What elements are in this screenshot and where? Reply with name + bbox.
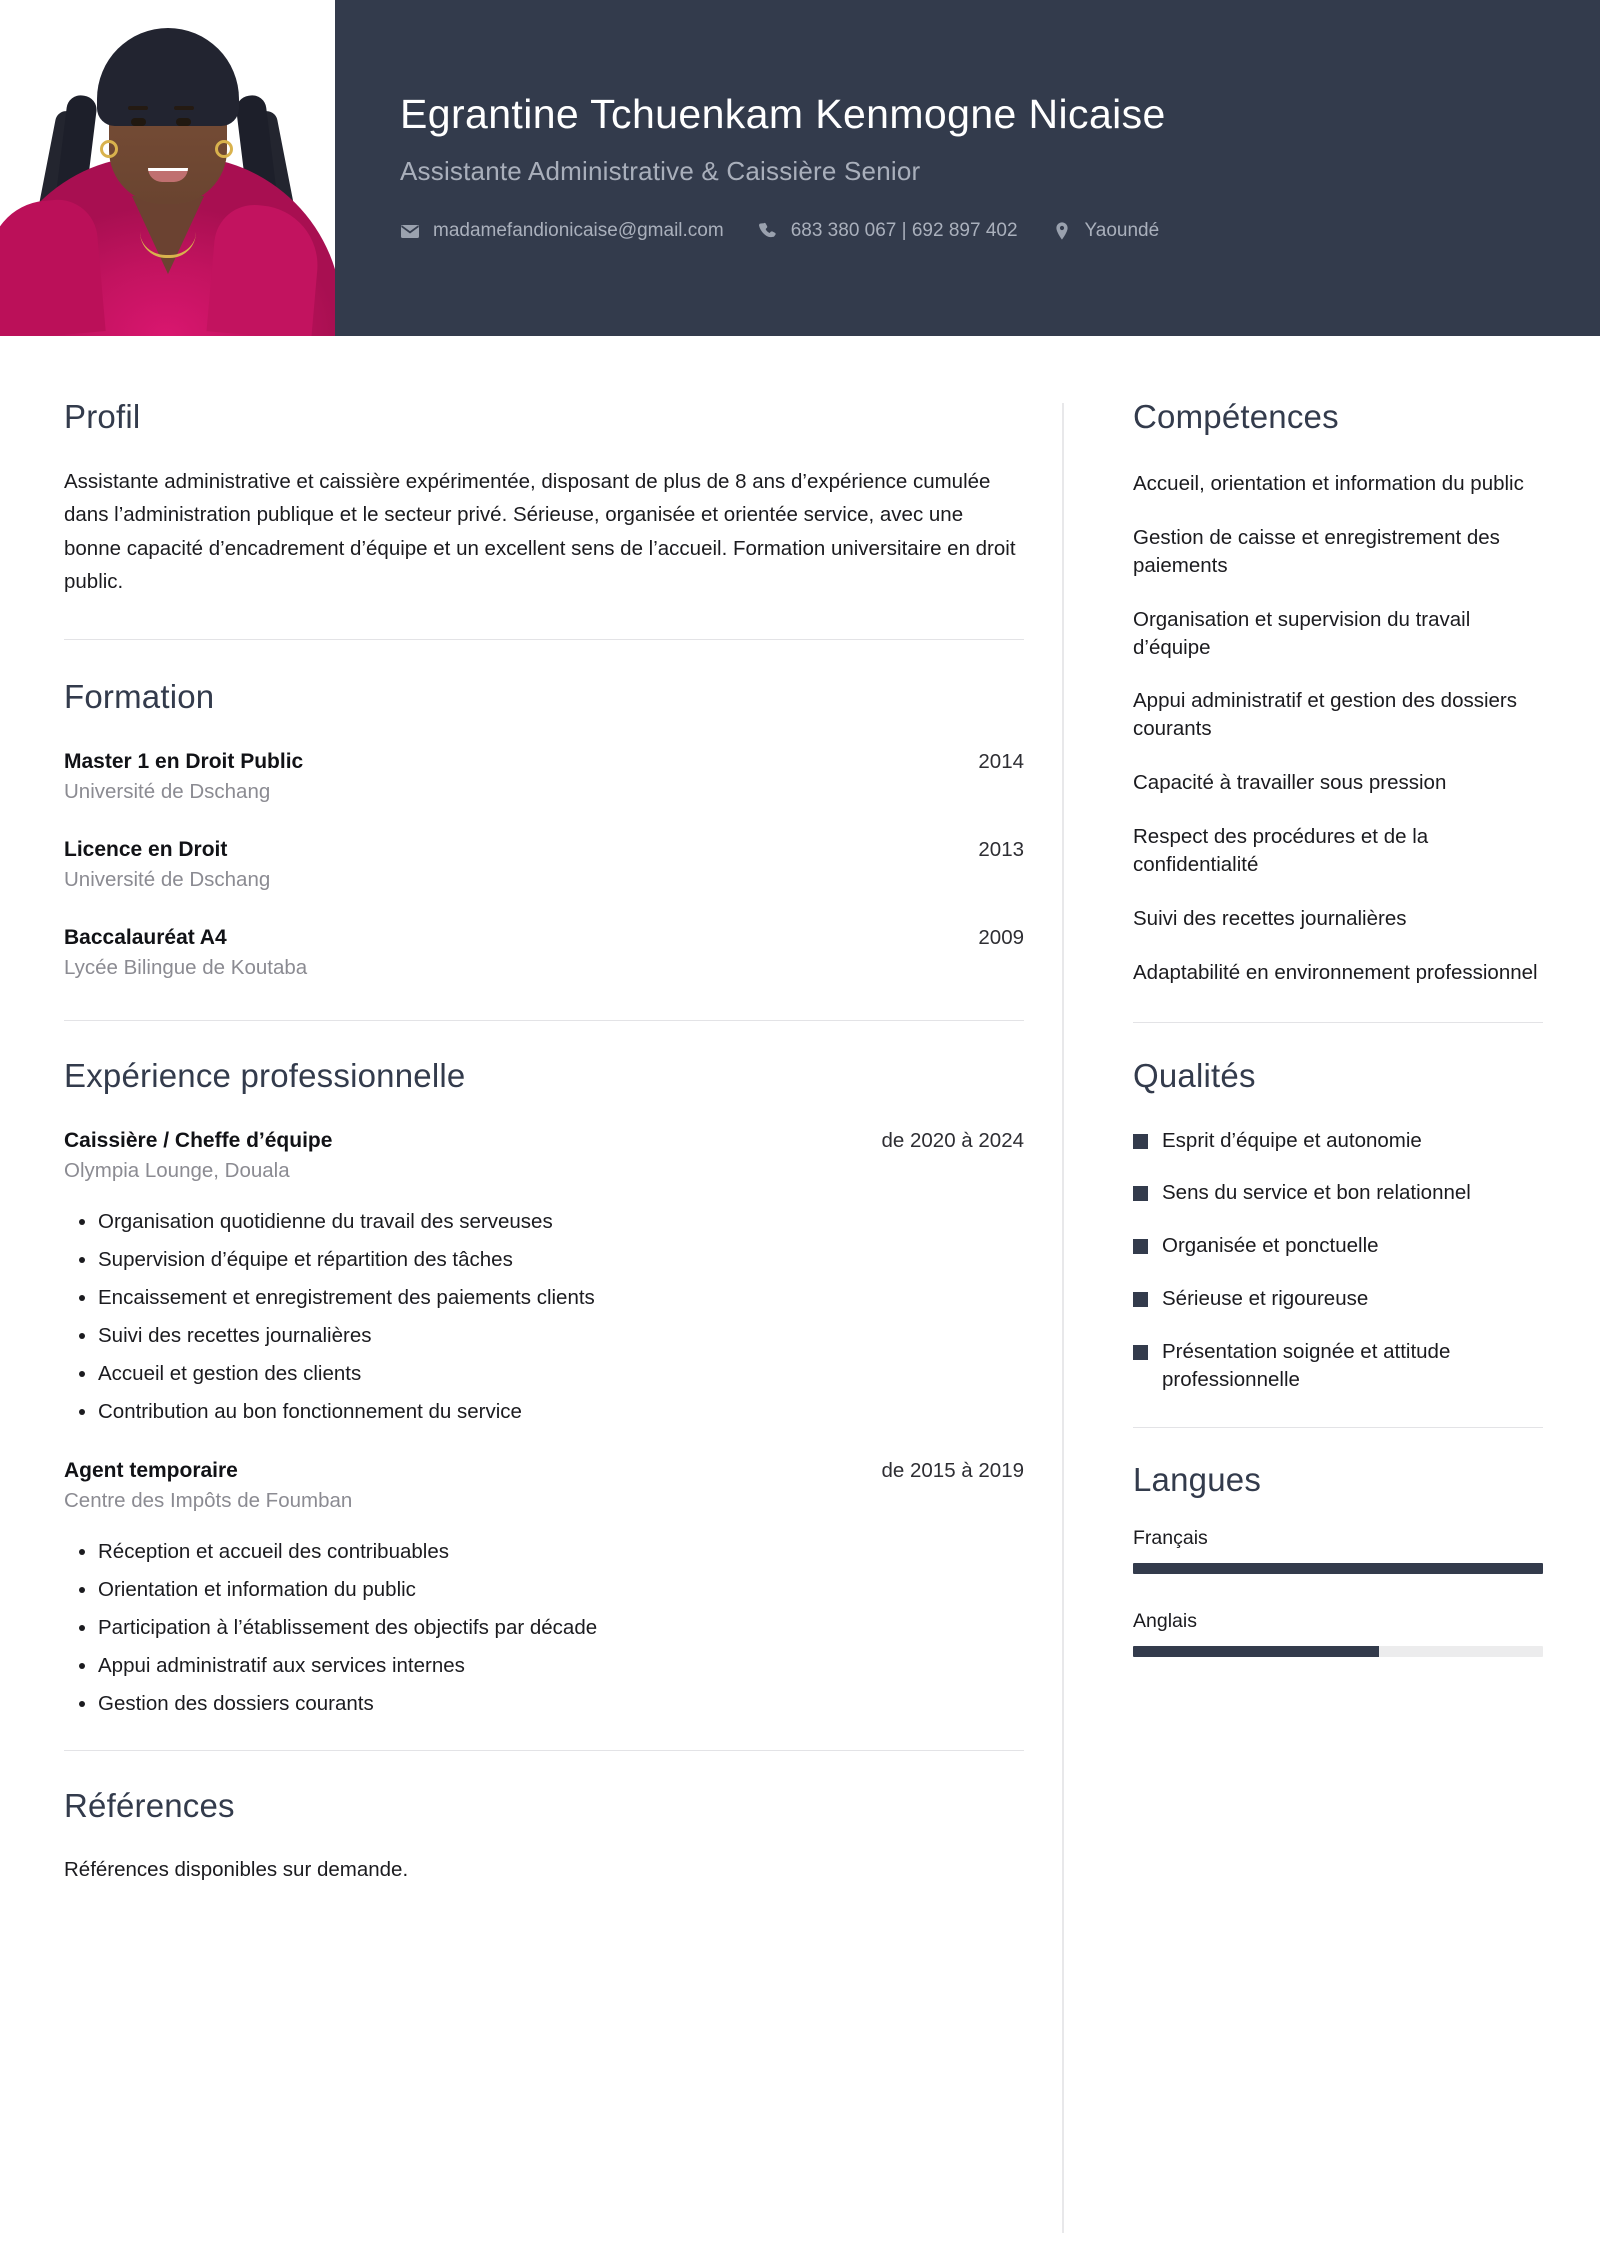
square-bullet-icon bbox=[1133, 1292, 1148, 1307]
square-bullet-icon bbox=[1133, 1345, 1148, 1360]
quality-label: Sérieuse et rigoureuse bbox=[1162, 1287, 1369, 1311]
square-bullet-icon bbox=[1133, 1186, 1148, 1201]
quality-label: Esprit d’équipe et autonomie bbox=[1162, 1128, 1422, 1152]
language-item bbox=[1133, 1610, 1543, 1657]
contact-row bbox=[400, 220, 1600, 242]
profile-photo-container bbox=[0, 0, 335, 336]
section-profile bbox=[64, 336, 1024, 599]
location-text: Yaoundé bbox=[1084, 220, 1160, 242]
education-item bbox=[64, 838, 1024, 892]
quality-item bbox=[1133, 1232, 1543, 1260]
list-item: • Organisation quotidienne du travail des serveuses bbox=[98, 1209, 1024, 1235]
section-education bbox=[64, 640, 1024, 980]
quality-item bbox=[1133, 1179, 1543, 1207]
list-item: • Encaissement et enregistrement des paiements clients bbox=[98, 1285, 1024, 1311]
section-qualities bbox=[1133, 1023, 1543, 1394]
skill-item: Gestion de caisse et enregistrement des paiements bbox=[1133, 525, 1500, 577]
experience-period: de 2015 à 2019 bbox=[881, 1458, 1024, 1482]
map-pin-icon bbox=[1052, 221, 1072, 241]
skill-item: Organisation et supervision du travail d’équipe bbox=[1133, 607, 1471, 659]
phone-text: 683 380 067 | 692 897 402 bbox=[790, 220, 1018, 242]
envelope-icon bbox=[400, 221, 420, 241]
skill-item: Appui administratif et gestion des dossiers courants bbox=[1133, 689, 1518, 741]
experience-heading: Expérience professionnelle bbox=[64, 1056, 466, 1094]
language-level-bar bbox=[1133, 1646, 1543, 1657]
education-year: 2009 bbox=[978, 925, 1024, 949]
square-bullet-icon bbox=[1133, 1239, 1148, 1254]
sidebar-column bbox=[1133, 336, 1543, 1657]
list-item: • Accueil et gestion des clients bbox=[98, 1361, 1024, 1387]
phone-icon bbox=[758, 221, 778, 241]
list-item: • Suivi des recettes journalières bbox=[98, 1323, 1024, 1349]
square-bullet-icon bbox=[1133, 1134, 1148, 1149]
skill-item: Capacité à travailler sous pression bbox=[1133, 771, 1447, 795]
education-heading: Formation bbox=[64, 677, 215, 715]
language-name: Anglais bbox=[1133, 1609, 1197, 1632]
list-item: • Appui administratif aux services internes bbox=[98, 1653, 1024, 1679]
languages-heading: Langues bbox=[1133, 1460, 1262, 1498]
list-item: • Réception et accueil des contribuables bbox=[98, 1539, 1024, 1565]
quality-label: Présentation soignée et attitude professionnelle bbox=[1162, 1340, 1451, 1391]
language-level-fill bbox=[1133, 1646, 1379, 1657]
experience-bullets bbox=[98, 1539, 1024, 1717]
section-skills bbox=[1133, 336, 1543, 987]
experience-title: Caissière / Cheffe d’équipe bbox=[64, 1128, 333, 1152]
cv-body bbox=[0, 336, 1600, 2262]
list-item: • Orientation et information du public bbox=[98, 1577, 1024, 1603]
education-year: 2014 bbox=[978, 749, 1024, 773]
education-school: Lycée Bilingue de Koutaba bbox=[64, 955, 308, 979]
avatar bbox=[0, 0, 335, 336]
full-name: Egrantine Tchuenkam Kenmogne Nicaise bbox=[400, 91, 1166, 137]
experience-item bbox=[64, 1459, 1024, 1717]
skill-item: Suivi des recettes journalières bbox=[1133, 906, 1407, 930]
list-item: • Gestion des dossiers courants bbox=[98, 1691, 1024, 1717]
education-year: 2013 bbox=[978, 837, 1024, 861]
qualities-heading: Qualités bbox=[1133, 1056, 1256, 1094]
section-references bbox=[64, 1751, 1024, 1886]
contact-email[interactable] bbox=[400, 220, 724, 242]
skill-item: Respect des procédures et de la confidentialité bbox=[1133, 825, 1429, 876]
language-level-fill bbox=[1133, 1563, 1543, 1574]
references-text: Références disponibles sur demande. bbox=[64, 1857, 409, 1881]
contact-location bbox=[1052, 220, 1160, 242]
skill-item: Accueil, orientation et information du public bbox=[1133, 472, 1524, 495]
experience-company: Centre des Impôts de Foumban bbox=[64, 1488, 353, 1512]
education-school: Université de Dschang bbox=[64, 779, 271, 803]
main-column bbox=[64, 336, 1024, 1886]
quality-item bbox=[1133, 1338, 1543, 1394]
education-school: Université de Dschang bbox=[64, 867, 271, 891]
education-title: Master 1 en Droit Public bbox=[64, 749, 304, 773]
language-level-bar bbox=[1133, 1563, 1543, 1574]
education-item bbox=[64, 926, 1024, 980]
list-item: • Supervision d’équipe et répartition des tâches bbox=[98, 1247, 1024, 1273]
column-divider bbox=[1062, 403, 1064, 2233]
quality-label: Sens du service et bon relationnel bbox=[1162, 1181, 1471, 1205]
list-item: • Contribution au bon fonctionnement du service bbox=[98, 1399, 1024, 1425]
email-text: madamefandionicaise@gmail.com bbox=[433, 220, 724, 242]
quality-item bbox=[1133, 1127, 1543, 1155]
profile-heading: Profil bbox=[64, 398, 141, 435]
job-title: Assistante Administrative & Caissière Senior bbox=[400, 156, 921, 187]
education-title: Licence en Droit bbox=[64, 837, 228, 861]
education-title: Baccalauréat A4 bbox=[64, 925, 227, 949]
contact-phone[interactable] bbox=[758, 220, 1018, 242]
education-item bbox=[64, 750, 1024, 804]
references-heading: Références bbox=[64, 1786, 235, 1824]
cv-header bbox=[0, 0, 1600, 336]
language-item bbox=[1133, 1527, 1543, 1574]
language-name: Français bbox=[1133, 1526, 1208, 1549]
experience-title: Agent temporaire bbox=[64, 1458, 238, 1482]
skill-item: Adaptabilité en environnement professionnel bbox=[1133, 960, 1538, 984]
section-languages bbox=[1133, 1428, 1543, 1657]
quality-item bbox=[1133, 1285, 1543, 1313]
experience-company: Olympia Lounge, Douala bbox=[64, 1158, 290, 1182]
profile-text: Assistante administrative et caissière expérimentée, disposant de plus de 8 ans d’expérience cumulée dans l’administration publique et le secteur privé. Sérieuse, organisée et orientée service, avec une bonne capacité d’encadrement d’équipe et un excellent sens de l’accueil. Formation universitaire en droit public. bbox=[64, 470, 1016, 594]
header-text-block bbox=[335, 0, 1600, 336]
quality-label: Organisée et ponctuelle bbox=[1162, 1234, 1379, 1258]
experience-bullets bbox=[98, 1209, 1024, 1425]
list-item: • Participation à l’établissement des objectifs par décade bbox=[98, 1615, 1024, 1641]
experience-item bbox=[64, 1129, 1024, 1425]
section-experience bbox=[64, 1021, 1024, 1717]
experience-period: de 2020 à 2024 bbox=[881, 1128, 1024, 1152]
skills-heading: Compétences bbox=[1133, 398, 1339, 435]
